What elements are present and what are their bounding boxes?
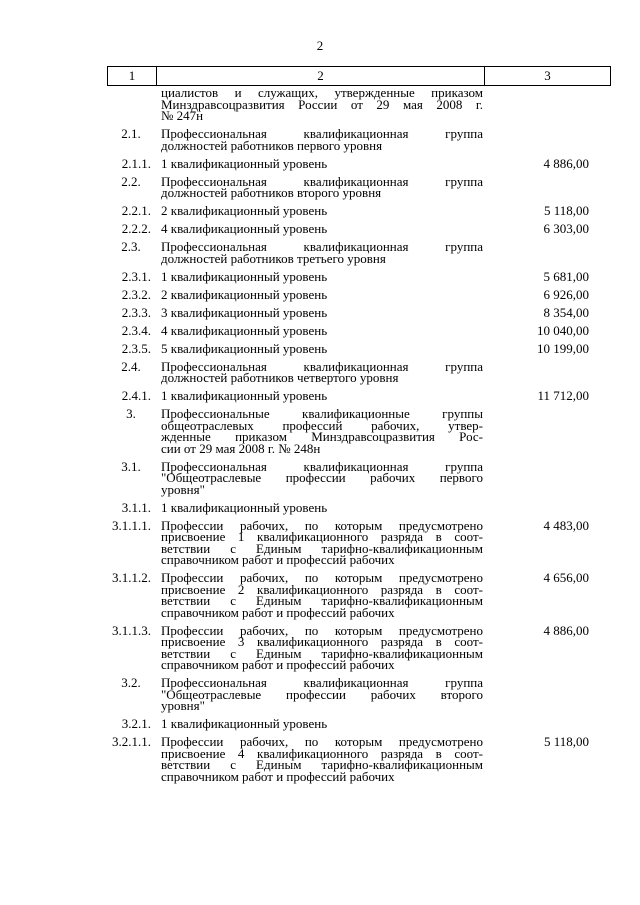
description-line: 5 квалификационный уровень	[161, 340, 328, 356]
row-number: 3.2.	[121, 675, 141, 690]
description-line: 1 квалификационный уровень	[161, 268, 328, 284]
row-description	[155, 408, 483, 454]
row-number: 3.1.1.	[121, 499, 151, 515]
table-row	[107, 205, 611, 217]
description-line: ветствии с Единым тарифно-квалификационным	[161, 757, 483, 772]
row-number: 2.3.5.	[121, 340, 151, 356]
table-row	[107, 408, 611, 454]
description-line: Профессии рабочих, по которым предусмотрено	[161, 734, 483, 749]
description-line: присвоение 1 квалификационного разряда в соот-	[161, 529, 483, 544]
row-description	[155, 677, 483, 712]
description-line: циалистов и служащих, утвержденные приказом	[161, 85, 483, 100]
row-number: 3.1.1.2.	[112, 570, 151, 585]
description-line: 1 квалификационный уровень	[161, 155, 328, 171]
row-number: 2.1.	[121, 126, 141, 141]
table-row	[107, 622, 611, 672]
table-row	[107, 304, 611, 320]
row-value	[483, 677, 589, 712]
row-description	[155, 205, 483, 217]
row-description	[155, 736, 483, 782]
description-line: 4 квалификационный уровень	[161, 322, 328, 338]
row-value: 5 118,00	[543, 203, 589, 218]
description-line: жденные приказом Минздравсоцразвития Рос-	[161, 429, 483, 444]
row-number: 2.3.1.	[121, 268, 151, 284]
table-row	[107, 268, 611, 284]
table-row	[107, 736, 611, 782]
row-value: 10 199,00	[537, 340, 589, 356]
header-col-3: 3	[544, 68, 551, 83]
row-description	[155, 458, 483, 497]
table-row	[107, 340, 611, 356]
description-line: Профессиональные квалификационные группы	[161, 406, 483, 421]
description-line: справочником работ и профессий рабочих	[161, 552, 395, 567]
description-line: сии от 29 мая 2008 г. № 248н	[161, 440, 321, 456]
row-description	[155, 358, 483, 385]
description-line: должностей работников первого уровня	[161, 137, 383, 153]
description-line: 1 квалификационный уровень	[161, 388, 328, 403]
row-number: 2.3.3.	[121, 304, 151, 320]
description-line: ветствии с Единым тарифно-квалификационным	[161, 645, 483, 661]
description-line: Профессии рабочих, по которым предусмотрено	[161, 622, 483, 638]
row-number: 3.1.1.3.	[112, 622, 151, 638]
row-value	[483, 718, 589, 730]
table-row	[107, 286, 611, 302]
description-line: 2 квалификационный уровень	[161, 203, 328, 218]
row-description	[155, 128, 483, 151]
row-value	[483, 461, 589, 496]
table-row	[107, 223, 611, 235]
table-row	[107, 241, 611, 264]
row-value	[483, 408, 589, 454]
row-value: 4 886,00	[543, 155, 589, 171]
description-line: Профессиональная квалификационная группа	[161, 675, 483, 690]
description-line: Профессиональная квалификационная группа	[161, 239, 483, 254]
description-line: Минздравсоцразвития России от 29 мая 2008 г.	[161, 96, 483, 112]
table-row	[107, 358, 611, 385]
description-line: ветствии с Единым тарифно-квалификационным	[161, 540, 483, 556]
description-line: 2 квалификационный уровень	[161, 286, 328, 302]
table-row	[107, 128, 611, 151]
row-number: 3.2.1.1.	[112, 734, 151, 749]
description-line: Профессии рабочих, по которым предусмотрено	[161, 570, 483, 585]
table-body	[107, 87, 611, 789]
description-line: Профессиональная квалификационная группа	[161, 126, 483, 141]
row-value: 5 118,00	[543, 734, 589, 749]
row-value: 10 040,00	[537, 322, 589, 338]
row-number: 3.1.	[121, 458, 141, 474]
row-value: 8 354,00	[543, 304, 589, 320]
description-line: 4 квалификационный уровень	[161, 221, 328, 236]
table-row	[107, 677, 611, 712]
row-description	[155, 322, 483, 338]
row-description	[155, 173, 483, 200]
row-description	[155, 241, 483, 264]
description-line: "Общеотраслевые профессии рабочих второго	[161, 686, 483, 702]
description-line: справочником работ и профессий рабочих	[161, 604, 395, 620]
description-line: уровня"	[161, 698, 205, 713]
description-line: 3 квалификационный уровень	[161, 304, 328, 320]
row-description	[155, 572, 483, 618]
table-row	[107, 458, 611, 497]
description-line: 1 квалификационный уровень	[161, 716, 328, 731]
row-description	[155, 499, 483, 515]
row-description	[155, 622, 483, 672]
row-number: 3.	[126, 406, 136, 421]
table-row	[107, 155, 611, 171]
description-line: должностей работников четвертого уровня	[161, 370, 399, 385]
row-value	[483, 241, 589, 264]
header-col-1: 1	[108, 67, 157, 85]
table-row	[107, 390, 611, 402]
table-row	[107, 322, 611, 338]
description-line: присвоение 2 квалификационного разряда в соот-	[161, 581, 483, 597]
row-number: 3.1.1.1.	[112, 517, 151, 533]
table-header	[107, 66, 611, 86]
row-number: 2.3.4.	[121, 322, 151, 338]
row-number: 2.1.1.	[121, 155, 151, 171]
description-line: Профессиональная квалификационная группа	[161, 173, 483, 189]
row-description	[155, 390, 483, 402]
description-line: "Общеотраслевые профессии рабочих первого	[161, 470, 483, 485]
row-value: 4 886,00	[543, 622, 589, 638]
row-number: 2.4.1.	[121, 388, 151, 403]
table-row	[107, 499, 611, 515]
page-number: 2	[316, 38, 324, 53]
row-description	[155, 87, 483, 122]
description-line: должностей работников третьего уровня	[161, 250, 386, 266]
header-col-2: 2	[157, 67, 485, 85]
description-line: Профессиональная квалификационная группа	[161, 358, 483, 374]
row-value: 5 681,00	[543, 268, 589, 284]
row-number: 3.2.1.	[121, 716, 151, 731]
row-value	[483, 176, 589, 199]
description-line: Профессии рабочих, по которым предусмотрено	[161, 517, 483, 533]
table-row	[107, 572, 611, 618]
table-row	[107, 87, 611, 122]
row-description	[155, 286, 483, 302]
row-description	[155, 517, 483, 567]
row-value: 4 656,00	[543, 570, 589, 585]
row-value: 6 926,00	[543, 286, 589, 302]
row-value	[483, 87, 589, 122]
description-line: № 247н	[161, 108, 204, 123]
row-description	[155, 155, 483, 171]
row-value	[483, 128, 589, 151]
description-line: уровня"	[161, 481, 205, 497]
table-row	[107, 517, 611, 567]
row-number: 2.2.1.	[121, 203, 151, 218]
row-number: 2.3.	[121, 239, 141, 254]
description-line: Профессиональная квалификационная группа	[161, 458, 483, 474]
description-line: присвоение 3 квалификационного разряда в соот-	[161, 634, 483, 649]
description-line: справочником работ и профессий рабочих	[161, 657, 395, 672]
description-line: должностей работников второго уровня	[161, 185, 382, 200]
description-line: 1 квалификационный уровень	[161, 499, 328, 515]
row-value	[483, 502, 589, 514]
row-description	[155, 718, 483, 730]
row-value: 4 483,00	[543, 517, 589, 533]
table-row	[107, 718, 611, 730]
row-number: 2.2.	[121, 173, 141, 189]
table-row	[107, 173, 611, 200]
row-value	[483, 361, 589, 384]
description-line: присвоение 4 квалификационного разряда в соот-	[161, 745, 483, 761]
row-value: 6 303,00	[543, 221, 589, 236]
row-description	[155, 223, 483, 235]
row-description	[155, 340, 483, 356]
row-number	[107, 87, 155, 122]
row-number: 2.3.2.	[121, 286, 151, 302]
row-description	[155, 304, 483, 320]
row-number: 2.4.	[121, 358, 141, 374]
description-line: общеотраслевых профессий рабочих, утвер-	[161, 417, 483, 433]
row-description	[155, 268, 483, 284]
description-line: ветствии с Единым тарифно-квалификационным	[161, 593, 483, 608]
row-number: 2.2.2.	[121, 221, 151, 236]
description-line: справочником работ и профессий рабочих	[161, 768, 395, 784]
row-value: 11 712,00	[537, 388, 589, 403]
